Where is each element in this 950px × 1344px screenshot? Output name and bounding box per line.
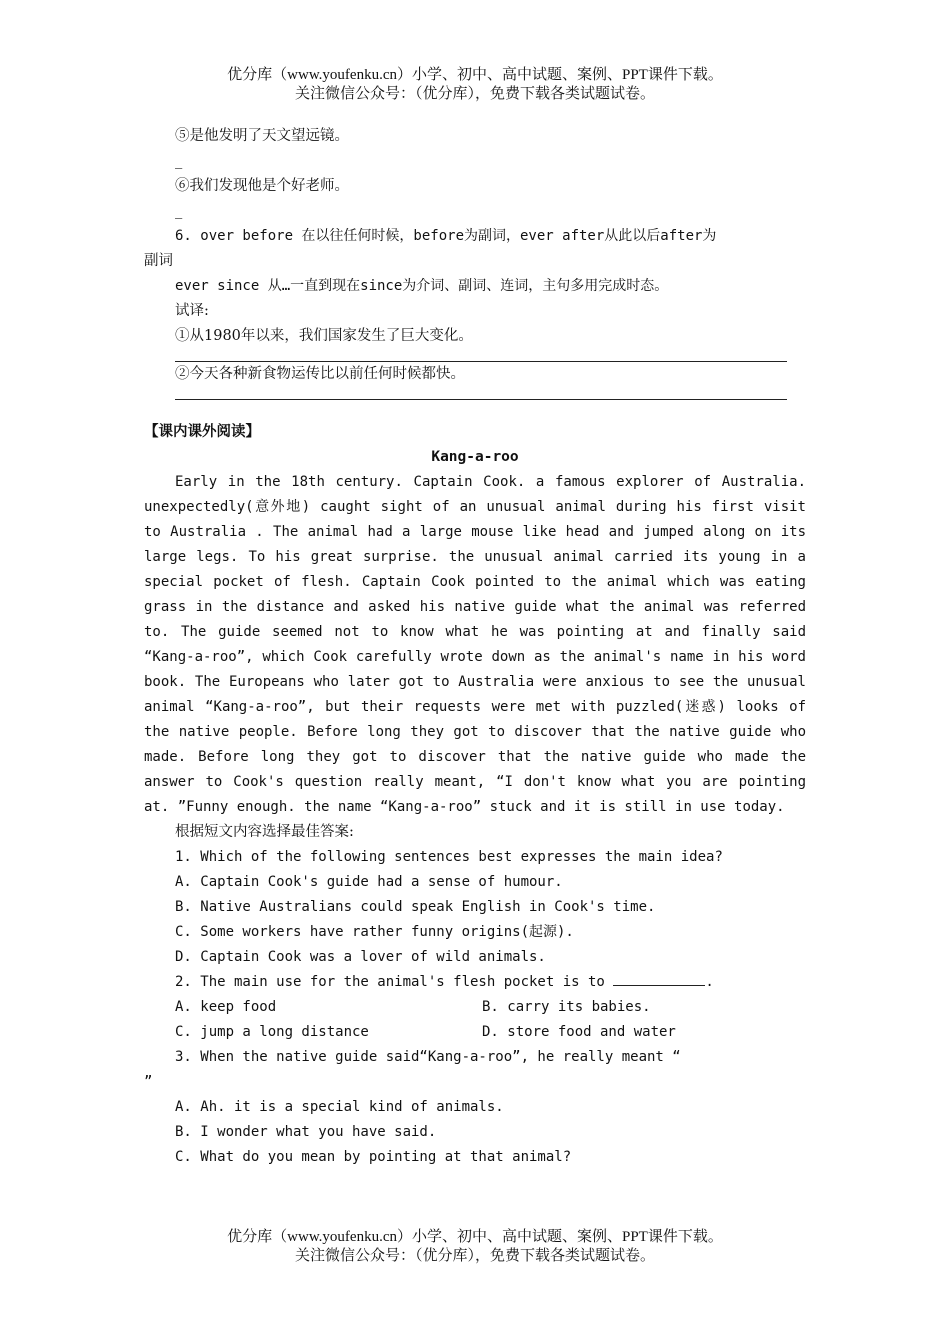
question-2-row-cd (144, 1020, 806, 1045)
question-3-stem-cont: ” (144, 1074, 153, 1090)
header-line-1: 优分库（www.youfenku.cn）小学、初中、高中试题、案例、PPT课件下载。 (227, 67, 723, 83)
try-translate-label: 试译: (175, 303, 209, 319)
grammar-point-6-cont: 副词 (144, 253, 173, 269)
passage-title: Kang-a-roo (431, 449, 519, 465)
question-2-blank (613, 971, 705, 986)
question-1-option-a: A. Captain Cook's guide had a sense of humour. (175, 874, 563, 890)
answer-line-1 (175, 349, 787, 362)
question-2-option-a: A. keep food (175, 999, 277, 1015)
reading-instruction: 根据短文内容选择最佳答案: (175, 824, 354, 840)
translate-question-2: ②今天各种新食物运传比以前任何时候都快。 (175, 366, 465, 382)
page-header (0, 66, 950, 104)
grammar-point-6: 6. over before 在以往任何时候，before为副词，ever after从此以后after为 (175, 228, 717, 244)
question-2-stem-end: . (705, 974, 714, 990)
page-footer (0, 1228, 950, 1266)
question-2-option-b: B. carry its babies. (482, 999, 651, 1015)
header-line-2: 关注微信公众号：（优分库），免费下载各类试题试卷。 (294, 86, 655, 102)
footer-line-1: 优分库（www.youfenku.cn）小学、初中、高中试题、案例、PPT课件下载。 (227, 1229, 723, 1245)
translation-item-6-blank: _ (175, 203, 183, 219)
question-2-option-c: C. jump a long distance (175, 1024, 369, 1040)
reading-section-title: 【课内课外阅读】 (144, 424, 260, 440)
question-2-row-ab (144, 995, 806, 1020)
question-3-option-b: B. I wonder what you have said. (175, 1124, 437, 1140)
question-1-option-d: D. Captain Cook was a lover of wild animals. (175, 949, 546, 965)
translation-item-5-blank: _ (175, 153, 183, 169)
question-2-option-d: D. store food and water (482, 1024, 676, 1040)
grammar-ever-since: ever since 从…一直到现在since为介词、副词、连词，主句多用完成时态。 (175, 278, 669, 294)
translate-question-1: ①从1980年以来，我们国家发生了巨大变化。 (175, 328, 473, 344)
question-2-stem-row (144, 970, 806, 995)
question-1-option-b: B. Native Australians could speak English in Cook's time. (175, 899, 656, 915)
question-2-stem: 2. The main use for the animal's flesh pocket is to (175, 974, 605, 990)
footer-line-2: 关注微信公众号：（优分库），免费下载各类试题试卷。 (294, 1248, 655, 1264)
question-3-option-c: C. What do you mean by pointing at that animal? (175, 1149, 572, 1165)
question-3-option-a: A. Ah. it is a special kind of animals. (175, 1099, 504, 1115)
question-1-stem: 1. Which of the following sentences best expresses the main idea? (175, 849, 723, 865)
reading-passage: Early in the 18th century. Captain Cook. a famous explorer of Australia. unexpectedly(意外地) caught sight of an unusual animal during his first visit to Australia . The animal had a large mouse like head and jumped along on its large legs. To his great surprise. the unusual animal carried its young in a special pocket of flesh. Captain Cook pointed to the animal which was eating grass in the distance and asked his native guide what the animal was referred to. The guide seemed not to know what he was pointing at and finally said “Kang-a-roo”, which Cook carefully wrote down as the animal's name in his word book. The Europeans who later got to Australia were anxious to see the unusual animal “Kang-a-roo”, but their requests were met with puzzled(迷惑) looks of the native people. Before long they got to discover that the native guide who made. Before long they got to discover that the native guide who made the answer to Cook's question really meant, “I don't know what you are pointing at. ”Funny enough. the name “Kang-a-roo” stuck and it is still in use today. (144, 474, 806, 815)
question-1-option-c: C. Some workers have rather funny origins(起源). (175, 924, 574, 940)
answer-line-2 (175, 387, 787, 400)
translation-item-5: ⑤是他发明了天文望远镜。 (175, 128, 349, 144)
translation-item-6: ⑥我们发现他是个好老师。 (175, 178, 349, 194)
question-3-stem: 3. When the native guide said“Kang-a-roo”, he really meant “ (175, 1049, 681, 1065)
document-body (144, 124, 806, 1170)
